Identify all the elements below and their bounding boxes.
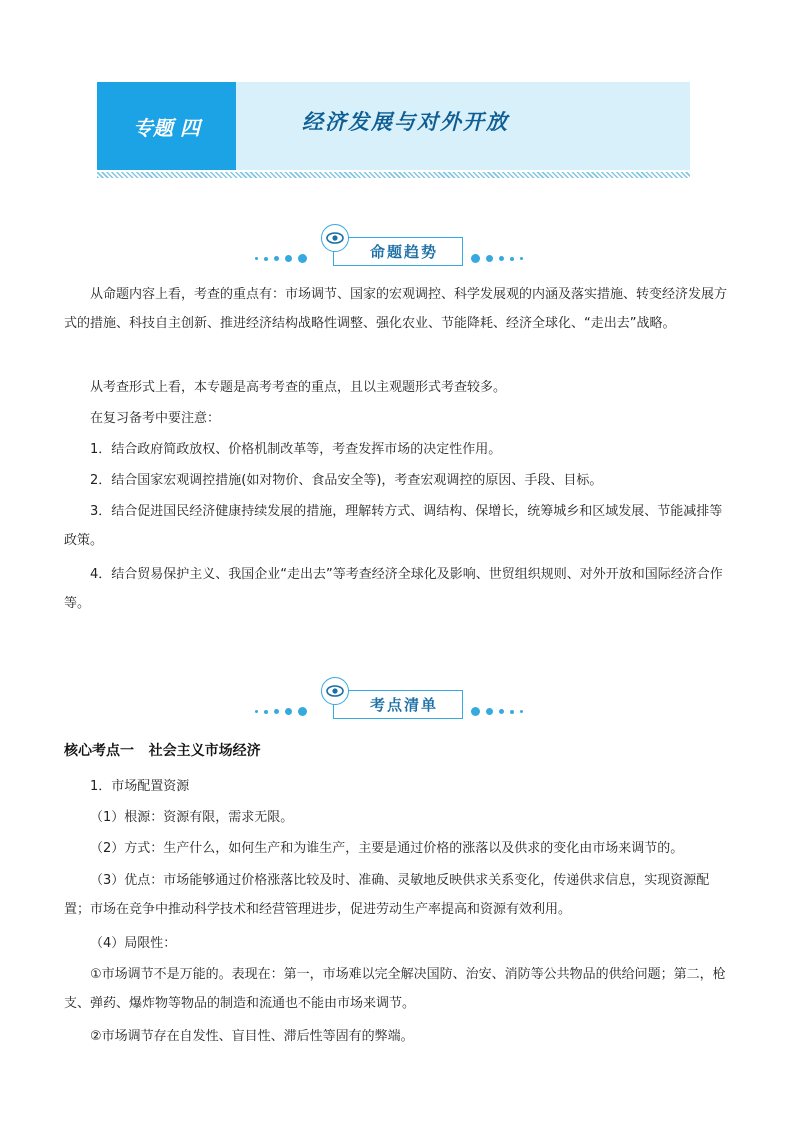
dots-decoration-right (471, 707, 523, 716)
section-title-box (333, 237, 463, 266)
section-title: 命题趋势 (369, 243, 438, 261)
trend-list-item: 1．结合政府简政放权、价格机制改革等，考查发挥市场的决定性作用。 (90, 442, 502, 457)
trend-paragraph: 从命题内容上看，考查的重点有：市场调节、国家的宏观调控、科学发展观的内涵及落实措施、转变经济发展方式的措施、科技自主创新、推进经济结构战略性调整、强化农业、节能降耗、经济全球化、“走出去”战略。 (64, 287, 728, 331)
dots-decoration-left (255, 707, 307, 716)
trend-paragraph: 在复习备考中要注意： (90, 411, 221, 426)
core-item: 1．市场配置资源 (90, 779, 190, 794)
banner-divider (97, 172, 690, 178)
core-item: ②市场调节存在自发性、盲目性、滞后性等固有的弊端。 (90, 1029, 414, 1044)
core-point-heading: 核心考点一 社会主义市场经济 (64, 743, 261, 759)
dots-decoration-right (471, 254, 523, 263)
eye-icon (321, 224, 349, 252)
core-item: （2）方式：生产什么，如何生产和为谁生产，主要是通过价格的涨落以及供求的变化由市场来调节的。 (90, 841, 684, 856)
eye-icon (321, 677, 349, 705)
core-item: （1）根源：资源有限，需求无限。 (90, 810, 294, 825)
core-item: ①市场调节不是万能的。表现在：第一，市场难以完全解决国防、治安、消防等公共物品的供给问题；第二，枪支、弹药、爆炸物等物品的制造和流通也不能由市场来调节。 (64, 967, 726, 1011)
trend-paragraph: 从考查形式上看，本专题是高考考查的重点，且以主观题形式考查较多。 (90, 380, 507, 395)
topic-title: 经济发展与对外开放 (302, 109, 509, 134)
trend-list-item: 3．结合促进国民经济健康持续发展的措施，理解转方式、调结构、保增长，统筹城乡和区域发展、节能减排等政策。 (64, 504, 723, 548)
core-item: （3）优点：市场能够通过价格涨落比较及时、准确、灵敏地反映供求关系变化，传递供求信息，实现资源配置；市场在竞争中推动科学技术和经营管理进步，促进劳动生产率提高和资源有效利用。 (64, 873, 710, 917)
trend-list-item: 2．结合国家宏观调控措施(如对物价、食品安全等)，考查宏观调控的原因、手段、目标。 (90, 473, 603, 488)
trend-list-item: 4．结合贸易保护主义、我国企业“走出去”等考查经济全球化及影响、世贸组织规则、对外开放和国际经济合作等。 (64, 567, 723, 611)
section-title: 考点清单 (369, 696, 438, 714)
dots-decoration-left (255, 254, 307, 263)
section-badge-list (255, 673, 535, 725)
section-badge-trend (255, 220, 535, 272)
topic-number: 专题 四 (97, 82, 236, 170)
topic-banner (97, 82, 690, 170)
section-title-box (333, 690, 463, 719)
core-item: （4）局限性： (90, 936, 177, 951)
